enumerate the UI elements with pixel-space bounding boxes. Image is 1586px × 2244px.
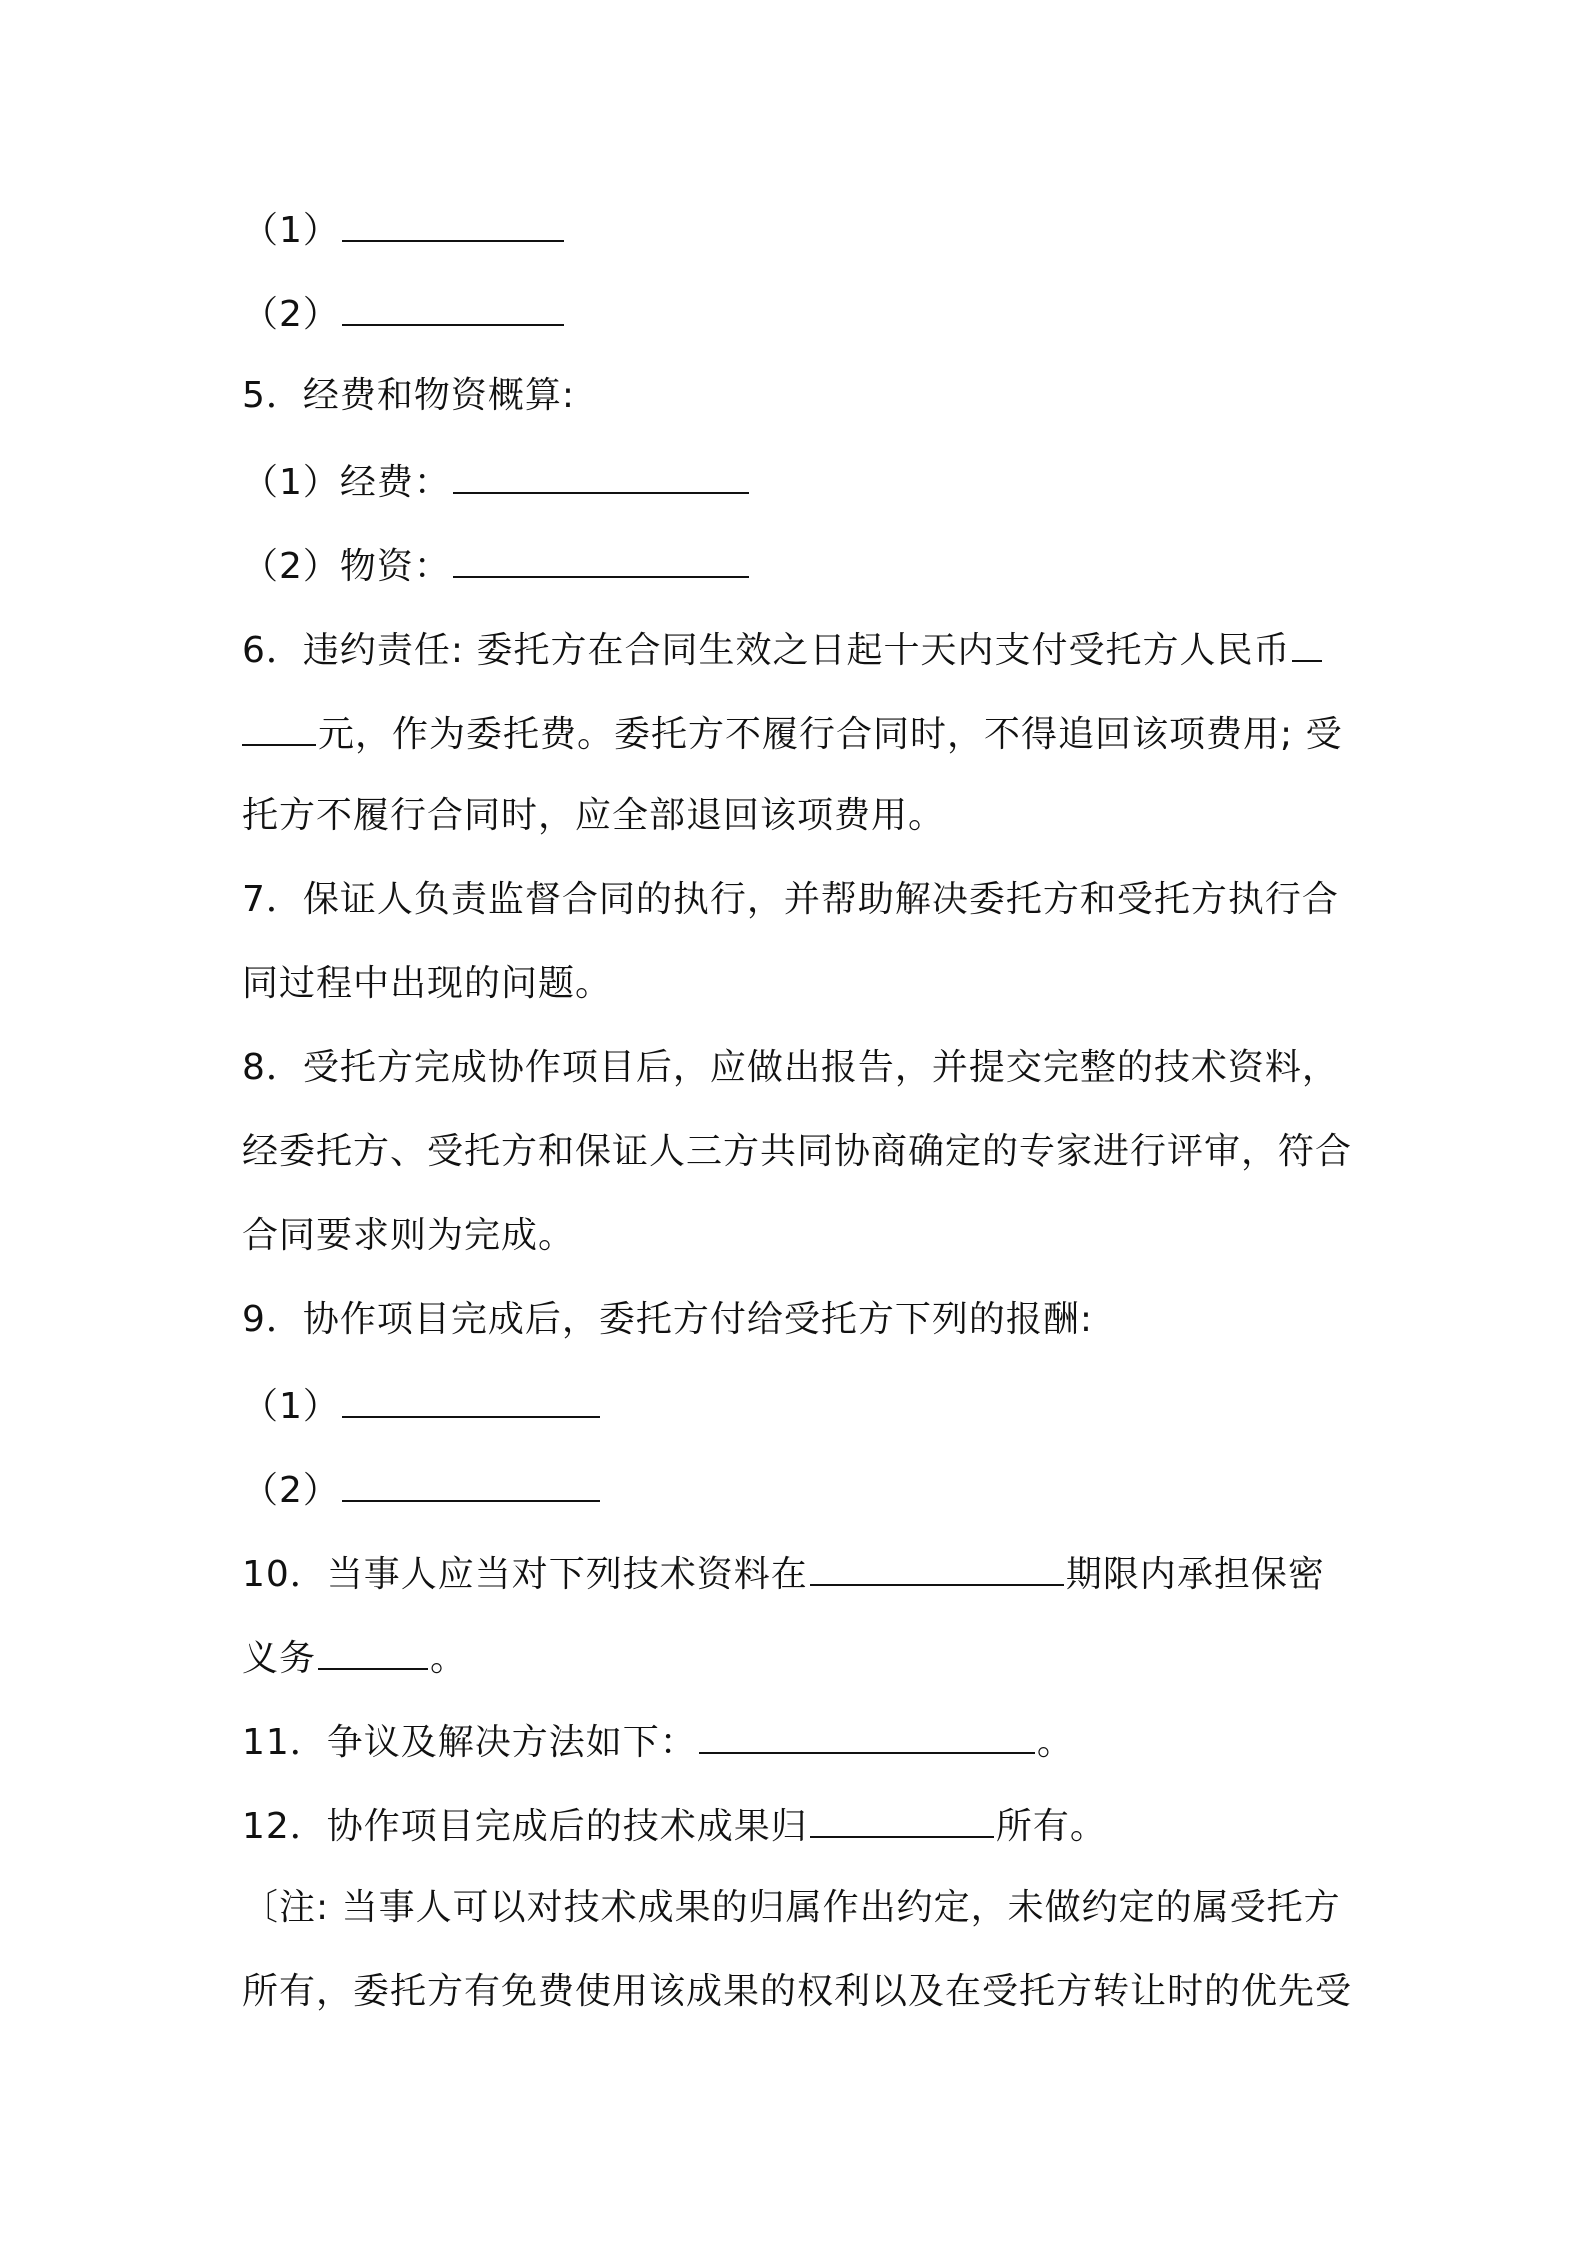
item-9-text: 9．协作项目完成后，委托方付给受托方下列的报酬: [242, 1299, 1094, 1340]
confidentiality-period-blank[interactable] [810, 1548, 1064, 1586]
item-10-line-1 [242, 1548, 1362, 1596]
materials-label: （2）物资： [242, 546, 451, 587]
blank-field[interactable] [342, 288, 564, 326]
item-8-line-3 [242, 1212, 1362, 1260]
item-4-sub-1-label: （1） [242, 210, 340, 251]
item-9-sub-1 [242, 1380, 1362, 1428]
item-10-text: 10．当事人应当对下列技术资料在 [242, 1554, 808, 1595]
item-9-sub-2 [242, 1464, 1362, 1512]
item-9-heading [242, 1296, 1362, 1344]
note-text: 〔注: 当事人可以对技术成果的归属作出约定，未做约定的属受托方 [242, 1887, 1341, 1928]
item-7-text-end: 同过程中出现的问题。 [242, 963, 613, 1004]
funding-label: （1）经费： [242, 462, 451, 503]
item-4-sub-2-label: （2） [242, 294, 340, 335]
item-6-line-3 [242, 792, 1362, 840]
item-8-text-end: 合同要求则为完成。 [242, 1215, 576, 1256]
item-9-sub-2-label: （2） [242, 1470, 340, 1511]
item-5-sub-2 [242, 540, 1362, 588]
item-6-line-2 [242, 708, 1362, 756]
item-9-sub-1-label: （1） [242, 1386, 340, 1427]
ownership-blank[interactable] [810, 1800, 994, 1838]
item-6-text-cont: 元，作为委托费。委托方不履行合同时，不得追回该项费用; 受 [318, 714, 1343, 755]
reward-blank-1[interactable] [342, 1380, 600, 1418]
amount-blank-part-1[interactable] [1292, 624, 1322, 662]
item-11 [242, 1716, 1362, 1764]
item-10-duty-label: 义务 [242, 1638, 317, 1679]
blank-field[interactable] [342, 204, 564, 242]
item-10-text-cont: 期限内承担保密 [1065, 1554, 1325, 1595]
item-8-text-cont: 经委托方、受托方和保证人三方共同协商确定的专家进行评审，符合 [242, 1131, 1353, 1172]
item-4-sub-1 [242, 204, 1362, 252]
item-5-heading [242, 372, 1362, 420]
item-6-line-1 [242, 624, 1362, 672]
note-text-cont: 所有，委托方有免费使用该成果的权利以及在受托方转让时的优先受 [242, 1971, 1353, 2012]
item-12-text-end: 所有。 [995, 1806, 1107, 1847]
item-6-text: 6．违约责任: 委托方在合同生效之日起十天内支付受托方人民币 [242, 630, 1291, 671]
item-6-text-end: 托方不履行合同时，应全部退回该项费用。 [242, 795, 946, 836]
note-line-1 [242, 1884, 1362, 1932]
dispute-method-blank[interactable] [699, 1716, 1035, 1754]
reward-blank-2[interactable] [342, 1464, 600, 1502]
item-10-line-2 [242, 1632, 1362, 1680]
item-7-text: 7．保证人负责监督合同的执行，并帮助解决委托方和受托方执行合 [242, 879, 1339, 920]
funding-blank[interactable] [453, 456, 749, 494]
item-11-end-mark: 。 [1036, 1722, 1074, 1763]
item-4-sub-2 [242, 288, 1362, 336]
item-7-line-1 [242, 876, 1362, 924]
amount-blank-part-2[interactable] [242, 708, 316, 746]
item-7-line-2 [242, 960, 1362, 1008]
duty-blank[interactable] [318, 1632, 428, 1670]
item-10-end-mark: 。 [430, 1638, 468, 1679]
materials-blank[interactable] [453, 540, 749, 578]
item-8-text: 8．受托方完成协作项目后，应做出报告，并提交完整的技术资料， [242, 1047, 1339, 1088]
item-8-line-2 [242, 1128, 1362, 1176]
item-5-text: 5．经费和物资概算: [242, 375, 576, 416]
item-5-sub-1 [242, 456, 1362, 504]
note-line-2 [242, 1968, 1362, 2016]
item-12-text: 12．协作项目完成后的技术成果归 [242, 1806, 808, 1847]
item-11-text: 11．争议及解决方法如下： [242, 1722, 697, 1763]
item-12 [242, 1800, 1362, 1848]
item-8-line-1 [242, 1044, 1362, 1092]
